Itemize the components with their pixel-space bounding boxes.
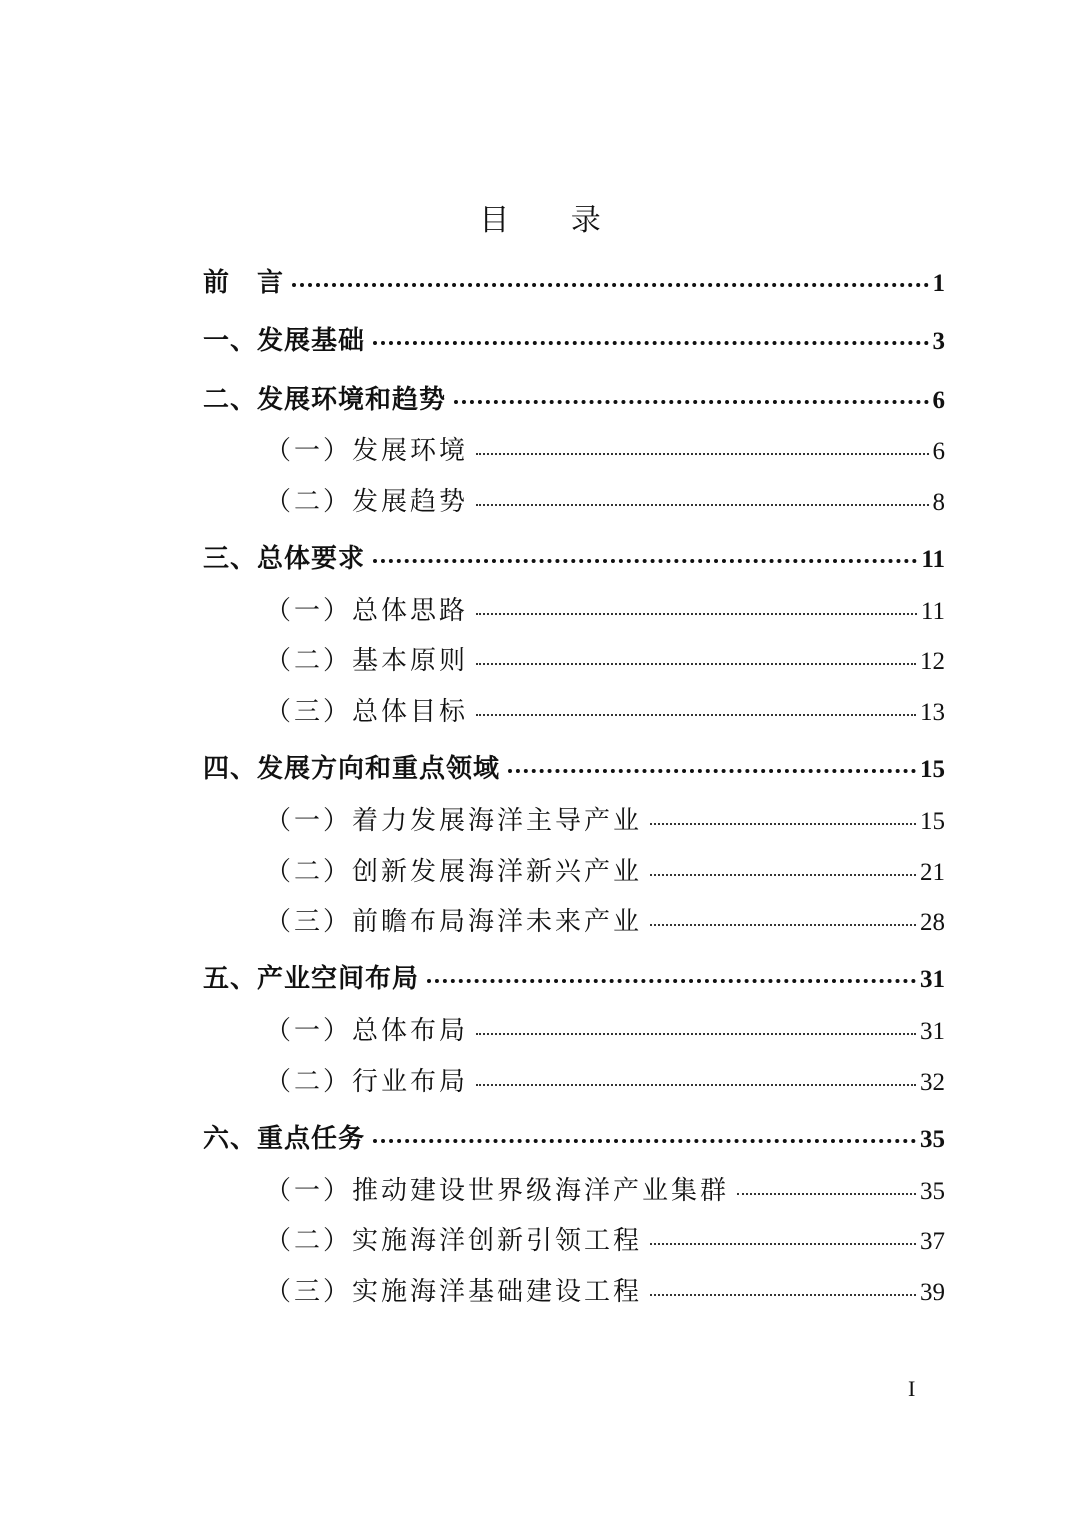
toc-dot-leader (292, 283, 928, 287)
toc-entry-label: （二）实施海洋创新引领工程 (265, 1226, 643, 1256)
toc-entry-label: 前 言 (203, 268, 285, 298)
toc-entry[interactable] (265, 851, 945, 891)
toc-dot-leader (454, 400, 928, 404)
toc-dot-leader (427, 979, 916, 983)
toc-dot-leader (650, 924, 916, 926)
toc-entry[interactable] (203, 262, 945, 302)
toc-entry-page-number: 12 (920, 648, 945, 675)
toc-entry[interactable] (265, 1010, 945, 1050)
toc-entry-page-number: 8 (932, 489, 945, 516)
toc-dot-leader (476, 714, 916, 716)
toc-entry[interactable] (265, 1061, 945, 1101)
toc-dot-leader (476, 1084, 916, 1086)
toc-entry-page-number: 28 (920, 909, 945, 936)
toc-entry-page-number: 32 (920, 1069, 945, 1096)
toc-dot-leader (373, 559, 917, 563)
toc-title: 目 录 (479, 203, 627, 238)
toc-entry-label: （二）行业布局 (265, 1067, 469, 1097)
toc-entry-page-number: 31 (920, 1018, 945, 1045)
toc-entry[interactable] (203, 1118, 945, 1158)
toc-entry-page-number: 6 (932, 438, 945, 465)
toc-entry-label: （二）基本原则 (265, 646, 469, 676)
toc-entry-page-number: 39 (920, 1279, 945, 1306)
toc-entry-label: 二、发展环境和趋势 (203, 385, 447, 415)
toc-dot-leader (476, 1033, 916, 1035)
toc-entry-page-number: 35 (920, 1126, 945, 1153)
toc-dot-leader (508, 769, 916, 773)
toc-entry-page-number: 37 (920, 1228, 945, 1255)
toc-entry-page-number: 6 (932, 387, 945, 414)
toc-entry-page-number: 11 (920, 598, 945, 625)
toc-dot-leader (476, 504, 928, 506)
toc-entry-label: 一、发展基础 (203, 326, 366, 356)
toc-entry-label: （一）总体思路 (265, 596, 469, 626)
toc-entry[interactable] (265, 481, 945, 521)
toc-entry-label: （一）总体布局 (265, 1016, 469, 1046)
toc-entry-label: （三）总体目标 (265, 697, 469, 727)
toc-entry-label: （一）推动建设世界级海洋产业集群 (265, 1176, 730, 1206)
toc-dot-leader (650, 823, 916, 825)
toc-entry[interactable] (265, 640, 945, 680)
toc-entry-page-number: 3 (932, 328, 945, 355)
toc-entry[interactable] (203, 958, 945, 998)
toc-entry-label: （二）创新发展海洋新兴产业 (265, 857, 643, 887)
toc-entry[interactable] (265, 691, 945, 731)
toc-entry[interactable] (265, 590, 945, 630)
toc-entry-page-number: 15 (920, 756, 945, 783)
toc-entry[interactable] (203, 320, 945, 360)
toc-dot-leader (650, 874, 916, 876)
toc-entry-label: （一）着力发展海洋主导产业 (265, 806, 643, 836)
toc-dot-leader (476, 453, 928, 455)
toc-entry-label: 四、发展方向和重点领域 (203, 754, 501, 784)
toc-entry[interactable] (203, 748, 945, 788)
toc-entry-label: 六、重点任务 (203, 1124, 366, 1154)
toc-dot-leader (737, 1193, 916, 1195)
toc-entry[interactable] (265, 901, 945, 941)
toc-entry-page-number: 15 (920, 808, 945, 835)
toc-entry[interactable] (203, 538, 945, 578)
toc-entry-page-number: 31 (920, 966, 945, 993)
toc-entry-page-number: 35 (920, 1178, 945, 1205)
toc-entry-label: （三）前瞻布局海洋未来产业 (265, 907, 643, 937)
toc-entry[interactable] (265, 800, 945, 840)
toc-dot-leader (373, 1139, 916, 1143)
toc-entry[interactable] (265, 430, 945, 470)
toc-entry-page-number: 11 (921, 546, 945, 573)
toc-entry[interactable] (265, 1170, 945, 1210)
toc-entry-label: （二）发展趋势 (265, 487, 469, 517)
toc-dot-leader (476, 613, 917, 615)
toc-entry[interactable] (203, 379, 945, 419)
toc-entry-label: （一）发展环境 (265, 436, 469, 466)
toc-entry[interactable] (265, 1220, 945, 1260)
toc-entry-page-number: 13 (920, 699, 945, 726)
toc-dot-leader (476, 663, 916, 665)
toc-entry[interactable] (265, 1271, 945, 1311)
toc-dot-leader (650, 1243, 916, 1245)
page-number: I (908, 1376, 916, 1401)
toc-entry-page-number: 1 (932, 270, 945, 297)
toc-entry-page-number: 21 (920, 859, 945, 886)
toc-entry-label: 五、产业空间布局 (203, 964, 420, 994)
toc-entry-label: （三）实施海洋基础建设工程 (265, 1277, 643, 1307)
toc-dot-leader (650, 1294, 916, 1296)
toc-entry-label: 三、总体要求 (203, 544, 366, 574)
toc-dot-leader (373, 341, 928, 345)
